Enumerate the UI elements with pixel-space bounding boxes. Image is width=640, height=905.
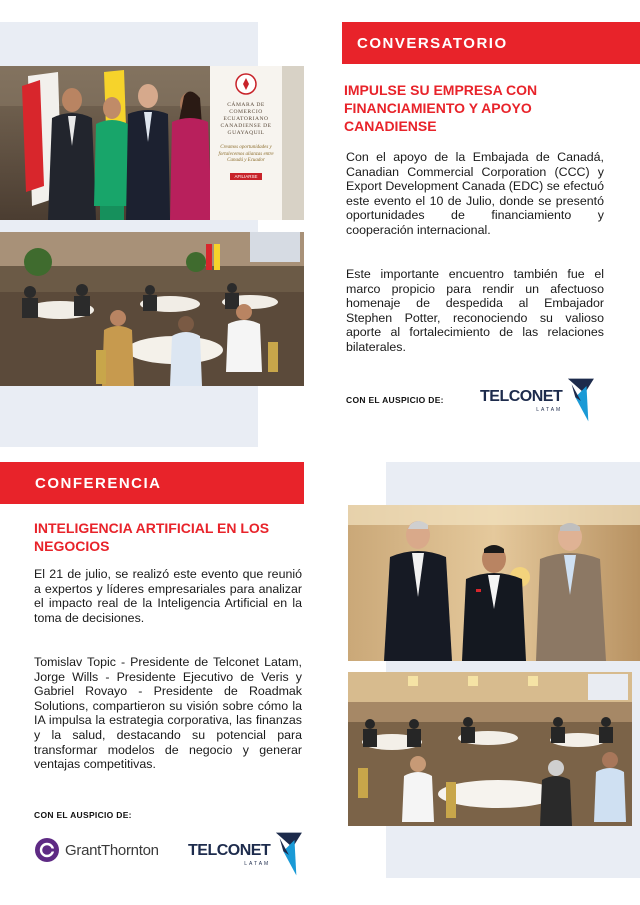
rollup-tagline: Creamos oportunidades y fortalecemos alianzas entre Canadá y Ecuador [218,145,274,163]
section1-sponsor-label: CON EL AUSPICIO DE: [346,395,444,405]
grant-thornton-word: GrantThornton [65,841,159,859]
telconet-latam-2: LATAM [244,860,271,867]
photo-audience-conversatorio [0,232,304,386]
grant-thornton-mark-icon [34,837,60,863]
section2-heading: INTELIGENCIA ARTIFICIAL EN LOS NEGOCIOS [34,520,270,554]
telconet-wordmark [480,388,562,413]
section2-telconet-logo [188,828,304,880]
section1-heading: IMPULSE SU EMPRESA CON FINANCIAMIENTO Y APOYO CANADIENSE [344,82,538,134]
telconet-word-2: TELCONET [188,841,271,859]
photo-three-speakers [348,505,640,661]
telconet-mark-icon [566,375,596,425]
photo-group-ambassador [0,66,304,220]
grant-thornton-logo [34,836,159,864]
section1-banner-title: CONVERSATORIO [357,34,508,52]
photo-audience-conferencia [348,672,632,826]
telconet-mark-icon [274,829,304,879]
photo-conference-svg [348,672,632,826]
telconet-wordmark-2 [188,842,270,867]
section2-banner-title: CONFERENCIA [35,474,162,492]
section1-paragraph-1: Con el apoyo de la Embajada de Canadá, Canadian Commercial Corporation (CCC) y Export Development Canada (EDC) se efectuó este evento el 10 de Julio, donde se presentó oportunidades de financiamiento y cooperación internacional. [346,150,604,237]
section2-banner [0,462,304,504]
section1-banner [342,22,640,64]
section1-telconet-logo [480,374,596,426]
section2-sponsor-label: CON EL AUSPICIO DE: [34,810,132,820]
rollup-chip: AFILIARSE [230,173,261,180]
section1-paragraph-2: Este importante encuentro también fue el marco propicio para rendir un afectuoso homenaje de despedida al Embajador Stephen Potter, reconociendo su valioso aporte al fortalecimiento de las relaciones bilaterales. [346,267,604,354]
telconet-word: TELCONET [480,387,563,405]
rollup-org: CÁMARA DE COMERCIO ECUATORIANO CANADIENSE DE GUAYAQUIL [220,102,272,136]
photo-speakers-svg [348,505,640,661]
photo-audience-svg [0,232,304,386]
telconet-latam: LATAM [536,406,563,413]
section2-paragraph-1: El 21 de julio, se realizó este evento que reunió a expertos y líderes empresariales para analizar el impacto real de la Inteligencia Artificial en la toma de decisiones. [34,567,302,625]
rollup-banner-text [214,102,278,183]
section2-paragraph-2: Tomislav Topic - Presidente de Telconet Latam, Jorge Wills - Presidente Ejecutivo de Veris y Gabriel Rovayo - Presidente de Roadmak Solutions, compartieron su visión sobre cómo la IA impulsa la estrategia corporativa, las finanzas y la salud, destacando su potencial para transformar modelos de negocio y generar ventajas competitivas. [34,655,302,772]
